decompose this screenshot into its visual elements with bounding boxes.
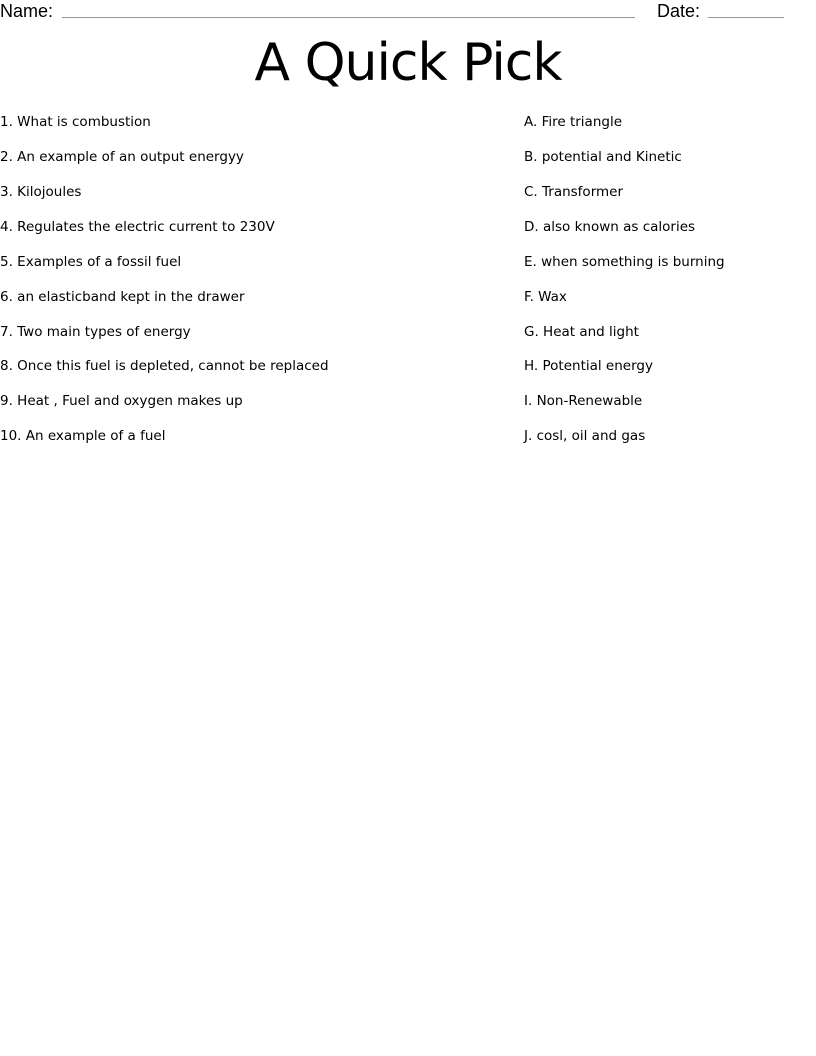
- question-item: 10. An example of a fuel: [0, 428, 166, 444]
- date-field[interactable]: [708, 17, 784, 18]
- answer-item: A. Fire triangle: [524, 114, 623, 130]
- name-label: Name:: [0, 1, 54, 21]
- answer-item: F. Wax: [524, 289, 567, 305]
- answer-item: D. also known as calories: [524, 219, 696, 235]
- question-item: 9. Heat , Fuel and oxygen makes up: [0, 393, 243, 409]
- answer-item: H. Potential energy: [524, 358, 653, 374]
- question-item: 5. Examples of a fossil fuel: [0, 254, 182, 270]
- answer-item: G. Heat and light: [524, 324, 639, 340]
- answer-item: C. Transformer: [524, 184, 624, 200]
- date-label: Date:: [657, 1, 701, 21]
- answer-item: E. when something is burning: [524, 254, 725, 270]
- answer-item: J. cosl, oil and gas: [524, 428, 646, 444]
- answer-item: B. potential and Kinetic: [524, 149, 682, 165]
- question-item: 4. Regulates the electric current to 230V: [0, 219, 275, 235]
- page-title: A Quick Pick: [254, 33, 562, 93]
- question-item: 7. Two main types of energy: [0, 324, 191, 340]
- answer-item: I. Non-Renewable: [524, 393, 643, 409]
- question-item: 1. What is combustion: [0, 114, 151, 130]
- name-field[interactable]: [62, 17, 635, 18]
- question-item: 8. Once this fuel is depleted, cannot be replaced: [0, 358, 329, 374]
- question-item: 2. An example of an output energyy: [0, 149, 244, 165]
- question-item: 6. an elasticband kept in the drawer: [0, 289, 245, 305]
- question-item: 3. Kilojoules: [0, 184, 82, 200]
